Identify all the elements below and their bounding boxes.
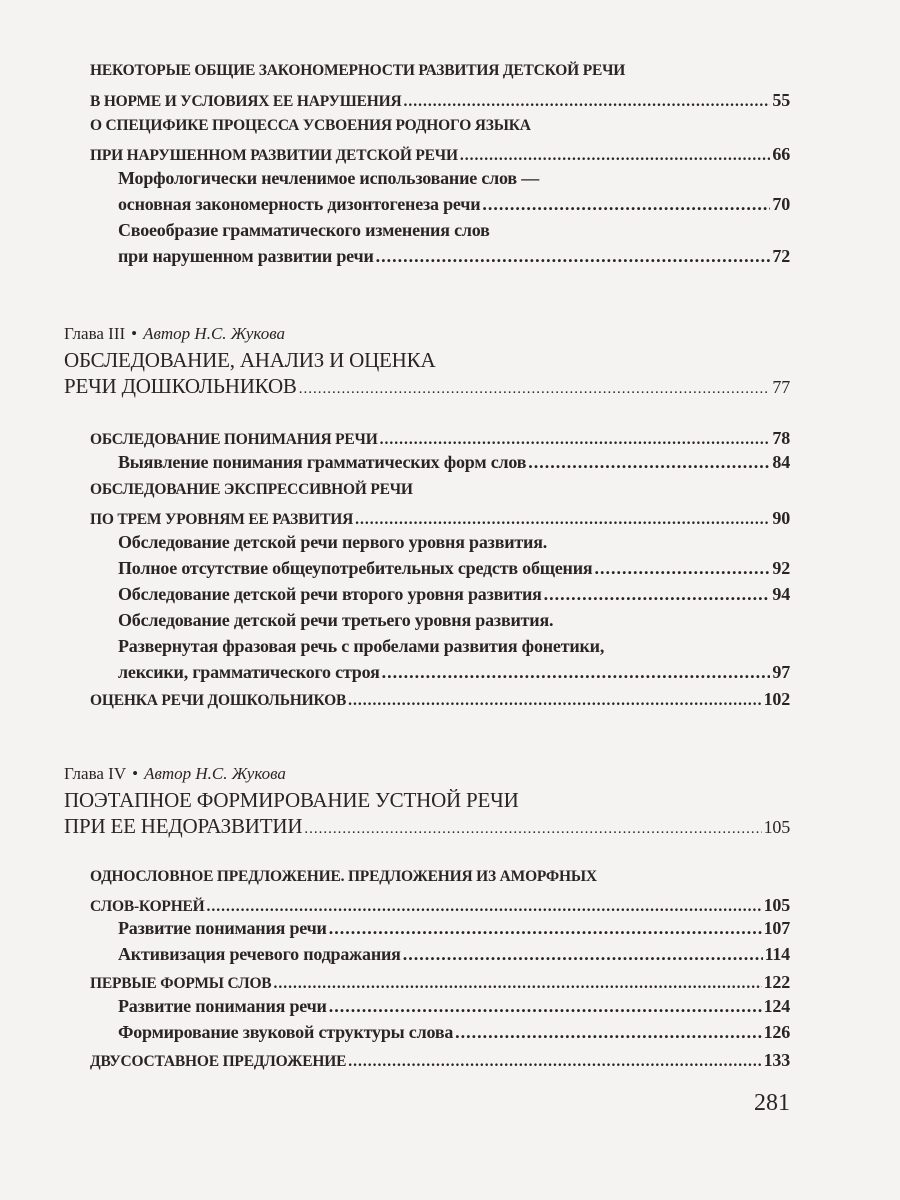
toc-subentry (118, 996, 790, 1017)
toc-entry (90, 117, 531, 135)
toc-entry-title: Обследование детской речи третьего уровня развития. (118, 610, 554, 630)
toc-entry-title: Активизация речевого подражания (118, 944, 401, 964)
toc-entry-page: 72 (772, 246, 790, 266)
toc-entry (90, 62, 625, 80)
page-number: 281 (754, 1090, 790, 1116)
toc-entry-title: ДВУСОСТАВНОЕ ПРЕДЛОЖЕНИЕ (90, 1053, 347, 1070)
toc-subentry (118, 584, 790, 605)
leader-dots (304, 821, 761, 838)
toc-entry-page: 97 (772, 662, 790, 682)
chapter-page: 77 (772, 377, 790, 397)
leader-dots (355, 511, 770, 529)
toc-entry-page: 90 (772, 508, 790, 528)
leader-dots (460, 147, 771, 165)
toc-entry-title: лексики, грамматического строя (118, 662, 380, 682)
leader-dots (380, 431, 771, 449)
toc-entry (90, 508, 790, 529)
toc-entry-title: ОЦЕНКА РЕЧИ ДОШКОЛЬНИКОВ (90, 692, 347, 709)
toc-subentry (118, 168, 539, 189)
chapter-title-line1: ПОЭТАПНОЕ ФОРМИРОВАНИЕ УСТНОЙ РЕЧИ (64, 788, 519, 812)
toc-subentry (118, 220, 490, 241)
toc-entry-title: ОБСЛЕДОВАНИЕ ПОНИМАНИЯ РЕЧИ (90, 431, 378, 448)
toc-entry-title: Обследование детской речи второго уровня развития (118, 584, 542, 604)
toc-entry-page: 92 (772, 558, 790, 578)
toc-entry-title: ПРИ НАРУШЕННОМ РАЗВИТИИ ДЕТСКОЙ РЕЧИ (90, 147, 458, 164)
toc-entry-title: при нарушенном развитии речи (118, 246, 374, 266)
toc-subentry (118, 246, 790, 267)
chapter-title (64, 814, 790, 839)
toc-entry-page: 126 (763, 1022, 790, 1042)
toc-entry (90, 1050, 790, 1071)
toc-entry-title: Своеобразие грамматического изменения слов (118, 220, 490, 240)
leader-dots (329, 996, 762, 1017)
leader-dots (482, 194, 770, 215)
toc-subentry (118, 610, 553, 631)
toc-entry (90, 895, 790, 916)
toc-entry-title: ОБСЛЕДОВАНИЕ ЭКСПРЕССИВНОЙ РЕЧИ (90, 481, 413, 498)
chapter-label: Глава IV (64, 764, 127, 783)
toc-subentry (118, 532, 547, 553)
toc-entry-page: 124 (763, 996, 790, 1016)
chapter-author: Автор Н.С. Жукова (143, 324, 285, 343)
leader-dots (348, 692, 761, 710)
leader-dots (273, 975, 761, 993)
chapter-title-line2: ПРИ ЕЕ НЕДОРАЗВИТИИ (64, 814, 303, 838)
leader-dots (455, 1022, 761, 1043)
chapter-title (64, 348, 435, 373)
toc-entry (90, 689, 790, 710)
toc-subentry (118, 1022, 790, 1043)
toc-entry-title: Развернутая фразовая речь с пробелами развития фонетики, (118, 636, 605, 656)
leader-dots (403, 944, 763, 965)
leader-dots (544, 584, 771, 605)
toc-entry-title: Полное отсутствие общеупотребительных средств общения (118, 558, 593, 578)
toc-entry-page: 55 (772, 90, 790, 110)
toc-subentry (118, 944, 790, 965)
chapter-page: 105 (763, 817, 790, 837)
bullet-icon: • (132, 764, 139, 783)
chapter-title (64, 374, 790, 399)
toc-entry (90, 868, 597, 886)
toc-entry-page: 94 (772, 584, 790, 604)
chapter-header (64, 764, 286, 784)
toc-entry-title: Морфологически нечленимое использование слов — (118, 168, 540, 188)
toc-entry-page: 102 (763, 689, 790, 709)
chapter-title-line1: ОБСЛЕДОВАНИЕ, АНАЛИЗ И ОЦЕНКА (64, 348, 436, 372)
toc-entry-title: Выявление понимания грамматических форм слов (118, 452, 527, 472)
toc-entry (90, 144, 790, 165)
toc-entry-page: 70 (772, 194, 790, 214)
toc-entry-title: О СПЕЦИФИКЕ ПРОЦЕССА УСВОЕНИЯ РОДНОГО ЯЗЫКА (90, 117, 531, 134)
toc-entry-page: 122 (763, 972, 790, 992)
toc-entry-title: СЛОВ-КОРНЕЙ (90, 898, 205, 915)
chapter-header (64, 324, 285, 344)
toc-entry-title: ПЕРВЫЕ ФОРМЫ СЛОВ (90, 975, 272, 992)
toc-entry-page: 84 (772, 452, 790, 472)
toc-entry-title: Развитие понимания речи (118, 996, 327, 1016)
toc-entry-title: ОДНОСЛОВНОЕ ПРЕДЛОЖЕНИЕ. ПРЕДЛОЖЕНИЯ ИЗ АМОРФНЫХ (90, 868, 597, 885)
leader-dots (329, 918, 762, 939)
toc-entry-title: основная закономерность дизонтогенеза речи (118, 194, 481, 214)
toc-entry-title: Обследование детской речи первого уровня развития. (118, 532, 548, 552)
toc-entry (90, 972, 790, 993)
toc-entry-title: В НОРМЕ И УСЛОВИЯХ ЕЕ НАРУШЕНИЯ (90, 93, 402, 110)
chapter-label: Глава III (64, 324, 126, 343)
toc-subentry (118, 636, 604, 657)
chapter-title (64, 788, 519, 813)
toc-entry-page: 78 (772, 428, 790, 448)
chapter-author: Автор Н.С. Жукова (144, 764, 286, 783)
toc-entry-title: Формирование звуковой структуры слова (118, 1022, 454, 1042)
toc-subentry (118, 662, 790, 683)
toc-subentry (118, 918, 790, 939)
bullet-icon: • (131, 324, 138, 343)
toc-subentry (118, 194, 790, 215)
leader-dots (594, 558, 770, 579)
toc-entry-page: 107 (763, 918, 790, 938)
toc-subentry (118, 452, 790, 473)
toc-entry-page: 133 (763, 1050, 790, 1070)
toc-entry-page: 105 (763, 895, 790, 915)
toc-entry (90, 90, 790, 111)
toc-subentry (118, 558, 790, 579)
toc-entry-page: 114 (764, 944, 790, 964)
toc-entry-title: НЕКОТОРЫЕ ОБЩИЕ ЗАКОНОМЕРНОСТИ РАЗВИТИЯ ДЕТСКОЙ РЕЧИ (90, 62, 626, 79)
leader-dots (528, 452, 770, 473)
leader-dots (376, 246, 771, 267)
toc-entry (90, 481, 413, 499)
toc-entry-title: ПО ТРЕМ УРОВНЯМ ЕЕ РАЗВИТИЯ (90, 511, 354, 528)
toc-entry-title: Развитие понимания речи (118, 918, 327, 938)
leader-dots (403, 93, 770, 111)
toc-entry (90, 428, 790, 449)
toc-entry-page: 66 (772, 144, 790, 164)
leader-dots (299, 381, 771, 398)
leader-dots (348, 1053, 761, 1071)
leader-dots (207, 898, 762, 916)
leader-dots (382, 662, 771, 683)
chapter-title-line2: РЕЧИ ДОШКОЛЬНИКОВ (64, 374, 297, 398)
